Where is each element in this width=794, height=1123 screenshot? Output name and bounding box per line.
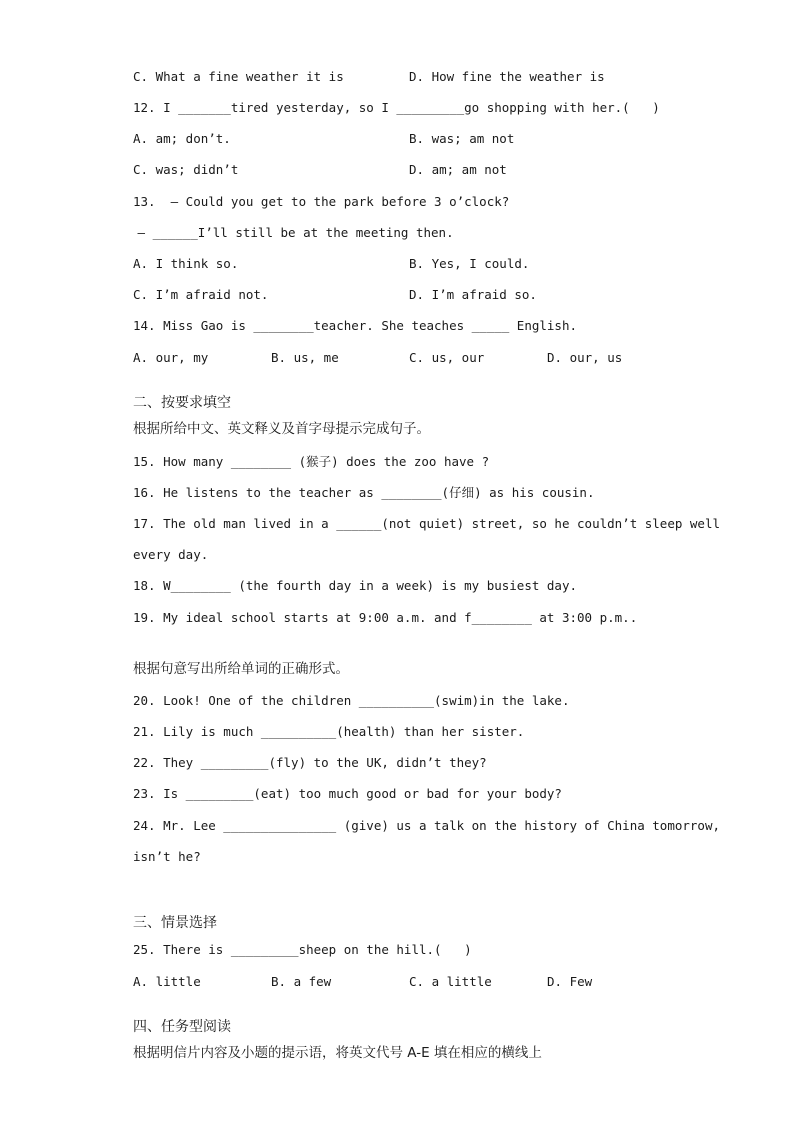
q25-option-a: A. little [133, 974, 201, 989]
section3-title: 三、情景选择 [133, 915, 217, 931]
q13-question: 13. — Could you get to the park before 3 o’clock? [133, 194, 510, 209]
q20: 20. Look! One of the children __________(swim)in the lake. [133, 693, 570, 708]
section4-title: 四、任务型阅读 [133, 1019, 231, 1035]
q13-response: — ______I’ll still be at the meeting then. [130, 225, 454, 240]
q12-option-c: C. was; didn’t [133, 162, 239, 177]
q25-option-d: D. Few [547, 974, 593, 989]
q16: 16. He listens to the teacher as ________(仔细) as his cousin. [133, 485, 595, 500]
q17-line2: every day. [133, 547, 209, 562]
q14-option-c: C. us, our [409, 350, 485, 365]
q11-option-c: C. What a fine weather it is [133, 69, 344, 84]
q14-option-a: A. our, my [133, 350, 209, 365]
section2-title: 二、按要求填空 [133, 395, 231, 411]
q12-option-d: D. am; am not [409, 162, 507, 177]
q14-option-d: D. our, us [547, 350, 623, 365]
q13-option-b: B. Yes, I could. [409, 256, 530, 271]
q13-option-a: A. I think so. [133, 256, 239, 271]
q25-stem: 25. There is _________sheep on the hill.( ) [133, 942, 472, 957]
q25-option-c: C. a little [409, 974, 492, 989]
section2-instruction-1: 根据所给中文、英文释义及首字母提示完成句子。 [133, 421, 430, 437]
q17-line1: 17. The old man lived in a ______(not quiet) street, so he couldn’t sleep well [133, 516, 720, 531]
section2-instruction-2: 根据句意写出所给单词的正确形式。 [133, 661, 349, 677]
q13-option-d: D. I’m afraid so. [409, 287, 537, 302]
q22: 22. They _________(fly) to the UK, didn’t they? [133, 755, 487, 770]
q23: 23. Is _________(eat) too much good or bad for your body? [133, 786, 562, 801]
q24-line1: 24. Mr. Lee _______________ (give) us a talk on the history of China tomorrow, [133, 818, 720, 833]
q21: 21. Lily is much __________(health) than her sister. [133, 724, 525, 739]
q19: 19. My ideal school starts at 9:00 a.m. and f________ at 3:00 p.m.. [133, 610, 638, 625]
section4-instruction: 根据明信片内容及小题的提示语，将英文代号 A-E 填在相应的横线上 [133, 1045, 542, 1061]
q11-option-d: D. How fine the weather is [409, 69, 605, 84]
q13-option-c: C. I’m afraid not. [133, 287, 269, 302]
q12-option-a: A. am; don’t. [133, 131, 231, 146]
q15: 15. How many ________ (猴子) does the zoo have ? [133, 454, 490, 469]
q25-option-b: B. a few [271, 974, 332, 989]
q18: 18. W________ (the fourth day in a week) is my busiest day. [133, 578, 578, 593]
q12-option-b: B. was; am not [409, 131, 515, 146]
q14-stem: 14. Miss Gao is ________teacher. She teaches _____ English. [133, 318, 578, 333]
q12-stem: 12. I _______tired yesterday, so I _________go shopping with her.( ) [133, 100, 660, 115]
q14-option-b: B. us, me [271, 350, 339, 365]
q24-line2: isn’t he? [133, 849, 201, 864]
